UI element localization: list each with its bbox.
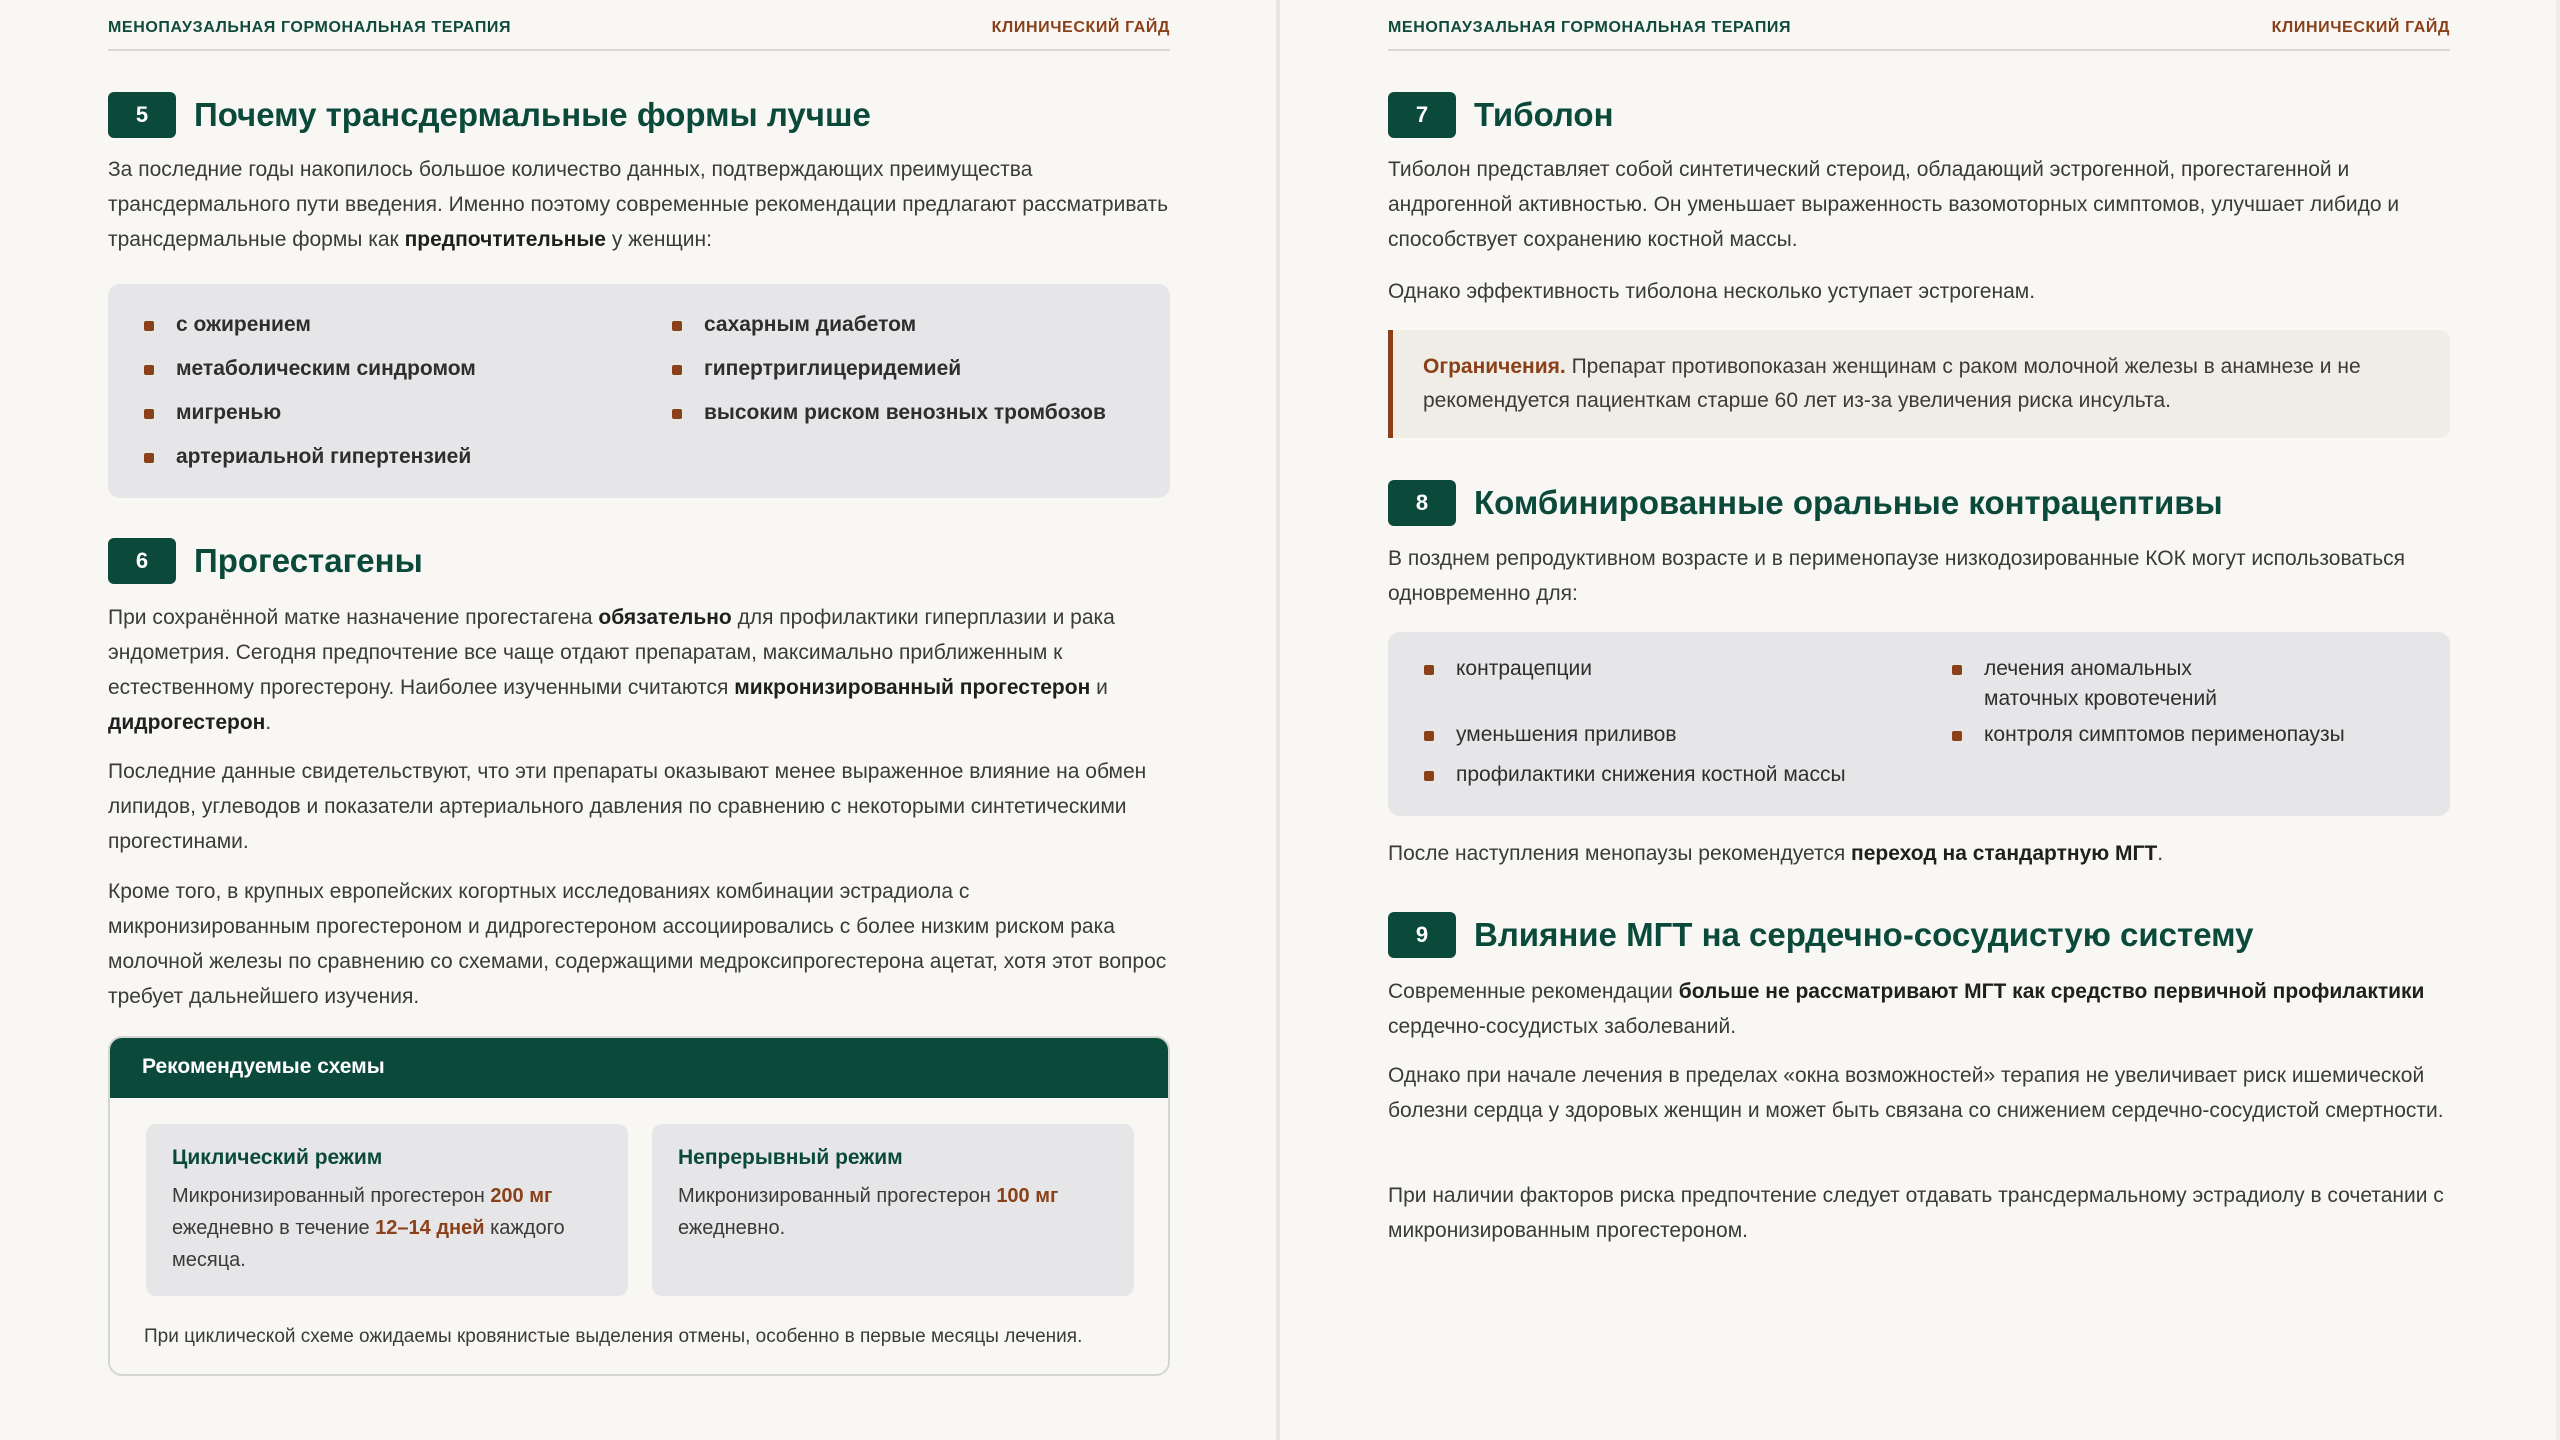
- list-item: профилактики снижения костной массы: [1424, 760, 1846, 790]
- list-item: мигренью: [144, 398, 281, 428]
- section-9-paragraph-3: При наличии факторов риска предпочтение следует отдавать трансдермальному эстрадиолу в сочетании с микронизированным прогестероном.: [1388, 1184, 2444, 1242]
- section-number: 6: [108, 538, 176, 584]
- text: у женщин:: [605, 228, 712, 251]
- list-item: сахарным диабетом: [672, 310, 916, 340]
- text: Микронизированный прогестерон: [172, 1185, 491, 1207]
- list-item: лечения аномальных маточных кровотечений: [1952, 654, 2242, 714]
- section-7-paragraph-1: Тиболон представляет собой синтетический стероид, обладающий эстрогенной, прогестагенной и андрогенной активностью. Он уменьшает выраженность вазомоторных симптомов, улучшает либидо и способствует сохранению костной массы.: [1388, 158, 2400, 251]
- text: Современные рекомендации: [1388, 980, 1679, 1003]
- text: Микронизированный прогестерон: [678, 1185, 997, 1207]
- section-6-paragraph-1: [108, 600, 1170, 740]
- section-title: Тиболон: [1474, 96, 1614, 133]
- section-9-paragraph-1: [1388, 974, 2450, 1044]
- text: каждого месяца.: [172, 1217, 565, 1271]
- running-header: [1388, 19, 2450, 51]
- section-6-paragraph-2: Последние данные свидетельствуют, что эти препараты оказывают менее выраженное влияние на обмен липидов, углеводов и показатели артериального давления по сравнению с некоторыми синтетическими прогестинами.: [108, 760, 1147, 853]
- card-title: Циклический режим: [172, 1146, 383, 1169]
- section-8-paragraph-1: В позднем репродуктивном возрасте и в перименопаузе низкодозированные КОК могут использоваться одновременно для:: [1388, 547, 2406, 605]
- limitations-callout: [1388, 330, 2450, 438]
- recommended-schemes-panel: [108, 1036, 1170, 1376]
- list-item: артериальной гипертензией: [144, 442, 471, 472]
- list-item: метаболическим синдромом: [144, 354, 476, 384]
- section-5-paragraph: [108, 152, 1170, 257]
- section-8-paragraph-2: [1388, 836, 2450, 871]
- list-item: с ожирением: [144, 310, 311, 340]
- dose-text: 100 мг: [996, 1185, 1059, 1207]
- duration-text: 12–14 дней: [375, 1217, 485, 1239]
- bold-text: дидрогестерон: [108, 711, 266, 734]
- text: Препарат противопоказан женщинам с раком молочной железы в анамнезе и не рекомендуется пациенткам старше 60 лет из-за увеличения риска инсульта.: [1423, 355, 2361, 412]
- bold-text: обязательно: [598, 606, 732, 629]
- text: и: [1090, 676, 1108, 699]
- panel-title: Рекомендуемые схемы: [142, 1055, 385, 1078]
- continuous-regimen-card: [652, 1124, 1134, 1296]
- text: За последние годы накопилось большое количество данных, подтверждающих преимущества трансдермального пути введения. Именно поэтому современные рекомендации предлагают рассматривать трансдермальные формы как: [108, 158, 1169, 251]
- bold-text: предпочтительные: [404, 228, 606, 251]
- section-number: 8: [1388, 480, 1456, 526]
- text: При сохранённой матке назначение прогестагена: [108, 606, 599, 629]
- list-item: уменьшения приливов: [1424, 720, 1677, 750]
- panel-note: При циклической схеме ожидаемы кровянистые выделения отмены, особенно в первые месяцы лечения.: [144, 1326, 1083, 1347]
- text: сердечно-сосудистых заболеваний.: [1388, 1015, 1737, 1038]
- callout-text: [1423, 350, 2423, 418]
- card-body: [678, 1180, 1118, 1244]
- section-7-paragraph-2: Однако эффективность тиболона несколько уступает эстрогенам.: [1388, 280, 2036, 303]
- text: ежедневно.: [678, 1217, 786, 1239]
- text: После наступления менопаузы рекомендуется: [1388, 842, 1852, 865]
- section-number: 9: [1388, 912, 1456, 958]
- running-header-label: КЛИНИЧЕСКИЙ ГАЙД: [2271, 19, 2450, 36]
- left-page: [0, 0, 1276, 1440]
- text: .: [265, 711, 272, 734]
- card-title: Непрерывный режим: [678, 1146, 903, 1169]
- callout-label: Ограничения.: [1423, 355, 1566, 378]
- text: для профилактики гиперплазии и рака эндометрия. Сегодня предпочтение все чаще отдают препаратам, максимально приближенным к естественному прогестерону. Наиболее изученными считаются: [108, 606, 1115, 699]
- dose-text: 200 мг: [490, 1185, 553, 1207]
- card-body: [172, 1180, 612, 1276]
- section-title: Комбинированные оральные контрацептивы: [1474, 484, 2223, 521]
- list-item: контрацепции: [1424, 654, 1592, 684]
- panel-header: [110, 1038, 1168, 1098]
- text: ежедневно в течение: [172, 1217, 376, 1239]
- section-number: 7: [1388, 92, 1456, 138]
- text: .: [2157, 842, 2164, 865]
- bold-text: переход на стандартную МГТ: [1851, 842, 2158, 865]
- running-header-title: МЕНОПАУЗАЛЬНАЯ ГОРМОНАЛЬНАЯ ТЕРАПИЯ: [1388, 19, 1792, 36]
- list-item: контроля симптомов перименопаузы: [1952, 720, 2345, 750]
- cyclic-regimen-card: [146, 1124, 628, 1296]
- running-header-title: МЕНОПАУЗАЛЬНАЯ ГОРМОНАЛЬНАЯ ТЕРАПИЯ: [108, 19, 512, 36]
- running-header: [108, 19, 1170, 51]
- section-9-paragraph-2: Однако при начале лечения в пределах «окна возможностей» терапия не увеличивает риск ишемической болезни сердца у здоровых женщин и может быть связана со снижением сердечно-сосудистой смертности.: [1388, 1064, 2444, 1122]
- running-header-label: КЛИНИЧЕСКИЙ ГАЙД: [991, 19, 1170, 36]
- list-item: высоким риском венозных тромбозов: [672, 398, 1106, 428]
- section-title: Прогестагены: [194, 542, 423, 579]
- right-page: [1280, 0, 2556, 1440]
- section-number: 5: [108, 92, 176, 138]
- bold-text: больше не рассматривают МГТ как средство первичной профилактики: [1678, 980, 2425, 1003]
- section-title: Влияние МГТ на сердечно-сосудистую систему: [1474, 916, 2254, 953]
- coc-uses-list-box: [1388, 632, 2450, 816]
- bold-text: микронизированный прогестерон: [734, 676, 1091, 699]
- list-item: гипертриглицеридемией: [672, 354, 961, 384]
- indications-list-box: [108, 284, 1170, 498]
- section-6-paragraph-3: Кроме того, в крупных европейских когортных исследованиях комбинации эстрадиола с микронизированным прогестероном и дидрогестероном ассоциировались с более низким риском рака молочной железы по сравнению со схемами, содержащими медроксипрогестерона ацетат, хотя этот вопрос требует дальнейшего изучения.: [108, 880, 1167, 1008]
- section-title: Почему трансдермальные формы лучше: [194, 96, 871, 133]
